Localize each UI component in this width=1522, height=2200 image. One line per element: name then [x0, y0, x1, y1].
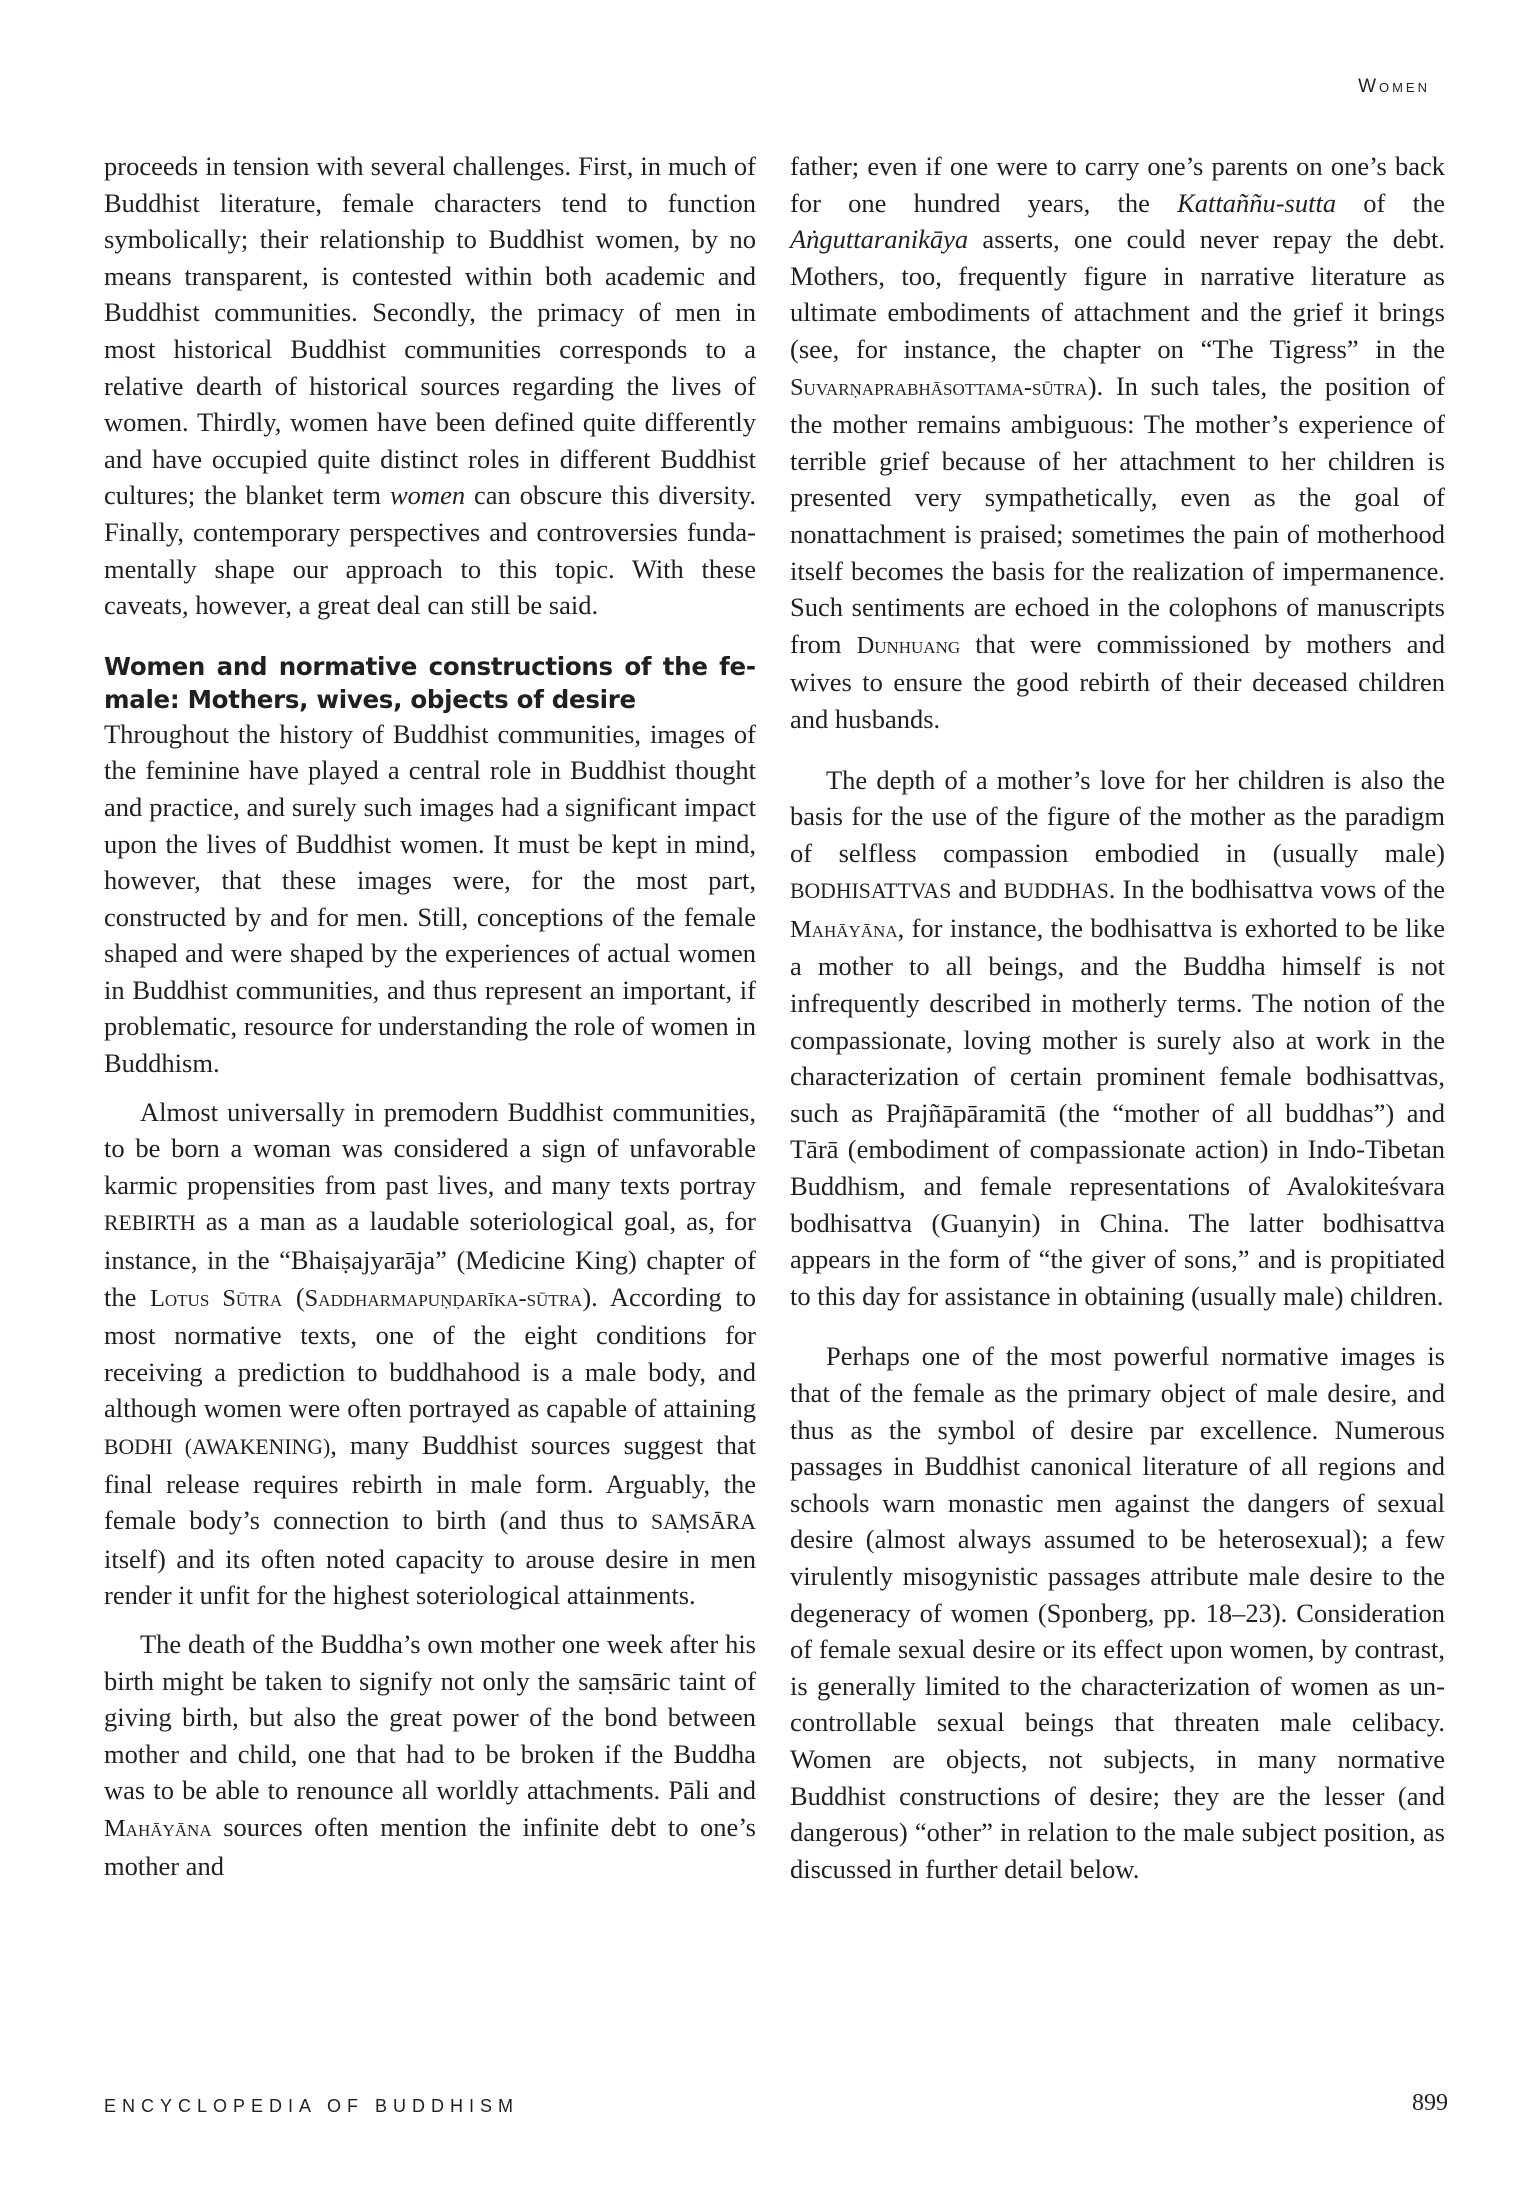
paragraph [790, 762, 1445, 1315]
paragraph: Throughout the history of Buddhist communities, images of the feminine have played a central role in Buddhist thought and practice, and surely such images had a significant impact upon the lives of Buddhist women. It must be kept in mind, however, that these images were, for the most part, constructed by and for men. Still, conceptions of the female shaped and were shaped by the experiences of actual women in Buddhist communities, and thus represent an important, if problematic, resource for understanding the role of women in Buddhism. [104, 718, 756, 1079]
text-run: ). According to most normative texts, one of the eight conditions for receiving a prediction to buddhahood is a male body, and although women were often portrayed as capable of attaining [104, 1281, 757, 1424]
cross-reference-link[interactable]: Mahāyāna [104, 1814, 212, 1842]
cross-reference-link[interactable]: Mahāyāna [790, 915, 898, 943]
cross-reference-link[interactable]: SAṂSĀRA [650, 1510, 756, 1535]
text-run: asserts, one could never repay the debt. Mothers, too, frequently figure in narrative literature as ultimate embodiments of attachment and the grief it brings (see, for instance, the chapter on “The Tigress” in the [790, 224, 1445, 364]
italic-term: women [390, 480, 466, 511]
right-column [790, 148, 1445, 1887]
cross-reference-link[interactable]: Suvarṇaprabhāsottama-sūtra [790, 373, 1088, 401]
text-run: proceeds in tension with several challenges. First, in much of Buddhist literature, female characters tend to function symbolically; their relationship to Buddhist women, by no means transparent, is contested within both academic and Buddhist communities. Secondly, the primacy of men in most historical Buddhist communities corresponds to a relative dearth of historical sources regarding the lives of women. Thirdly, women have been defined quite differently and have occupied quite distinct roles in different Buddhist cultures; the blanket term [104, 151, 756, 511]
footer-book-title: ENCYCLOPEDIA OF BUDDHISM [104, 2096, 520, 2116]
cross-reference-link[interactable]: BODHI (AWAKENING) [104, 1435, 331, 1459]
text-run: The depth of a mother’s love for her children is also the basis for the use of the figure of the mother as the paradigm of selfless compassion embodied in (usually male) [790, 764, 1445, 868]
running-head: Women [1358, 76, 1430, 97]
text-run: Almost universally in premodern Buddhist communities, to be born a woman was considered a sign of unfavorable karmic propensities from past lives, and many texts portray [104, 1096, 756, 1200]
text-run: that were commissioned by mothers and wives to ensure the good rebirth of their deceased children and husbands. [790, 628, 1446, 734]
text-run: and [951, 874, 1004, 905]
paragraph [790, 148, 1445, 738]
cross-reference-link[interactable]: Saddharmapuṇḍarīka-sūtra [304, 1284, 583, 1312]
paragraph: Perhaps one of the most powerful normative images is that of the female as the primary object of male desire, and thus as the symbol of desire par excellence. Numerous passages in Buddhist canonical literature of all regions and schools warn monastic men against the dangers of sexual desire (almost always assumed to be heterosexual); a few virulently misogynistic passages attribute male desire to the degeneracy of women (Sponberg, pp. 18–23). Consideration of female sexual desire or its effect upon women, by contrast, is generally limited to the characterization of women as uncontrollable sexual beings that threaten male celibacy. Women are objects, not subjects, in many normative Buddhist constructions of desire; they are the lesser (and dangerous) “other” in relation to the male subject position, as discussed in further detail below. [790, 1341, 1445, 1884]
section-heading: Women and normative constructions of the female: Mothers, wives, objects of desire [104, 651, 756, 714]
italic-title: Kattaññu-sutta [1177, 187, 1337, 218]
text-run: sources often mention the infinite debt to one’s mother and [104, 1811, 756, 1881]
text-run: can obscure this diversity. Finally, contemporary perspectives and controversies fundamentally shape our approach to this topic. With these caveats, however, a great deal can still be said. [104, 480, 756, 621]
page-number: 899 [1412, 2090, 1448, 2116]
cross-reference-link[interactable]: REBIRTH [104, 1211, 196, 1236]
cross-reference-link[interactable]: Lotus Sūtra [150, 1284, 283, 1312]
text-run: itself) and its often noted capacity to arouse desire in men render it unfit for the highest soteriological attainments. [104, 1543, 756, 1611]
text-run: of the [1336, 187, 1445, 218]
text-run: . In the bodhisattva vows of the [1108, 874, 1446, 905]
cross-reference-link[interactable]: Dunhuang [856, 631, 961, 659]
text-run: as a man as a laudable soteriological goal, as, for instance, in the “Bhaiṣajyarāja” (Medicine King) chapter of the [104, 1206, 756, 1312]
text-run: , for instance, the bodhisattva is exhorted to be like a mother to all beings, and the Buddha himself is not infrequently described in motherly terms. The notion of the compassionate, loving mother is surely also at work in the characterization of certain prominent female bodhisattvas, such as Prajñāpāramitā (the “mother of all buddhas”) and Tārā (embodiment of compassionate action) in Indo-Tibetan Buddhism, and female representations of Avalokiteśvara bodhisattva (Guanyin) in China. The latter bodhisattva appears in the form of “the giver of sons,” and is propitiated to this day for assistance in obtaining (usually male) children. [790, 912, 1445, 1311]
text-run: , many Buddhist sources suggest that final release requires rebirth in male form. Arguably, the female body’s connection to birth (and thus to [104, 1430, 756, 1536]
text-run: The death of the Buddha’s own mother one week after his birth might be taken to signify not only the saṃsāric taint of giving birth, but also the great power of the bond between mother and child, one that had to be broken if the Buddha was to be able to renounce all worldly attachments. Pāli and [104, 1628, 756, 1806]
paragraph [104, 1094, 756, 1614]
text-run: ( [282, 1281, 305, 1312]
left-column [104, 148, 756, 1884]
text-run: ). In such tales, the position of the mother remains ambiguous: The mother’s experience of terrible grief because of her attachment to her children is presented very sympathetically, even as the goal of nonattachment is praised; sometimes the pain of motherhood itself becomes the basis for the realization of impermanence. Such sentiments are echoed in the colophons of manuscripts from [790, 370, 1445, 659]
text-run: father; even if one were to carry one’s parents on one’s back for one hundred years, the [790, 151, 1445, 218]
paragraph [104, 148, 756, 624]
paragraph [104, 1626, 756, 1884]
italic-title: Aṅguttaranikāya [790, 224, 969, 255]
cross-reference-link[interactable]: BODHISATTVAS [790, 879, 952, 904]
cross-reference-link[interactable]: BUDDHAS [1003, 879, 1109, 904]
